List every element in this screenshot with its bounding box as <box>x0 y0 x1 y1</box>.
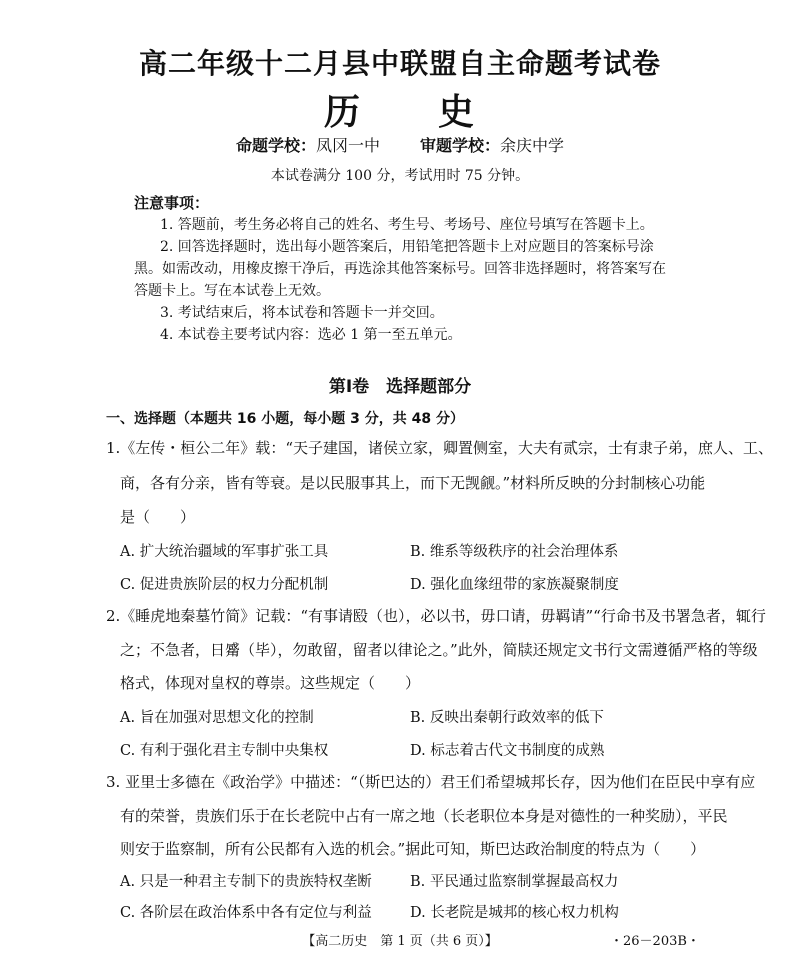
question-3-line: 有的荣誉，贵族们乐于在长老院中占有一席之地（长老职位本身是对德性的一种奖励），平民 <box>120 807 728 825</box>
question-2-line: 2.《睡虎地秦墓竹简》记载：“有事请殹（也），必以书，毋口请，毋羁请”“行命书及书署急者，辄行 <box>106 607 766 625</box>
question-2-line: 之；不急者，日觱（毕），勿敢留，留者以律论之。”此外，简牍还规定文书行文需遵循严格的等级 <box>120 641 758 659</box>
notice-line: 4. 本试卷主要考试内容：选必 1 第一至五单元。 <box>160 327 462 343</box>
notice-line: 2. 回答选择题时，选出每小题答案后，用铅笔把答题卡上对应题目的答案标号涂 <box>160 239 654 255</box>
section-heading: 一、选择题（本题共 16 小题，每小题 3 分，共 48 分） <box>106 411 464 427</box>
question-2-option-b[interactable]: B. 反映出秦朝行政效率的低下 <box>410 710 604 726</box>
reviewer-label: 审题学校： <box>420 136 501 155</box>
paper-code: ・26－203B・ <box>610 934 700 949</box>
question-2-option-d[interactable]: D. 标志着古代文书制度的成熟 <box>410 743 605 759</box>
reviewer-value: 余庆中学 <box>500 136 565 155</box>
question-3-option-a[interactable]: A. 只是一种君主专制下的贵族特权垄断 <box>120 874 372 890</box>
notice-line: 3. 考试结束后，将本试卷和答题卡一并交回。 <box>160 305 444 321</box>
notice-line: 1. 答题前，考生务必将自己的姓名、考生号、考场号、座位号填写在答题卡上。 <box>160 217 654 233</box>
notice-line: 黑。如需改动，用橡皮擦干净后，再选涂其他答案标号。回答非选择题时，将答案写在 <box>134 261 666 277</box>
part-title: 第Ⅰ卷 选择题部分 <box>328 377 472 397</box>
question-3-option-c[interactable]: C. 各阶层在政治体系中各有定位与利益 <box>120 905 372 921</box>
question-1-option-c[interactable]: C. 促进贵族阶层的权力分配机制 <box>120 577 329 593</box>
notice-line: 答题卡上。写在本试卷上无效。 <box>134 283 330 299</box>
page-footer: 【高二历史 第 1 页（共 6 页）】 <box>302 934 498 949</box>
question-3-line: 则安于监察制，所有公民都有入选的机会。”据此可知，斯巴达政治制度的特点为（ ） <box>120 840 706 858</box>
proposer-value: 凤冈一中 <box>315 136 380 155</box>
question-2-option-c[interactable]: C. 有利于强化君主专制中央集权 <box>120 743 329 759</box>
school-info <box>0 133 800 156</box>
question-1-line: 是（ ） <box>120 508 196 526</box>
question-3-option-d[interactable]: D. 长老院是城邦的核心权力机构 <box>410 905 619 921</box>
question-2-option-a[interactable]: A. 旨在加强对思想文化的控制 <box>120 710 314 726</box>
subject-title: 历 史 <box>323 92 476 133</box>
exam-title: 高二年级十二月县中联盟自主命题考试卷 <box>138 47 661 80</box>
score-info: 本试卷满分 100 分，考试用时 75 分钟。 <box>270 168 530 184</box>
question-1-option-b[interactable]: B. 维系等级秩序的社会治理体系 <box>410 544 619 560</box>
proposer-label: 命题学校： <box>235 136 316 155</box>
notice-heading: 注意事项： <box>134 194 210 212</box>
question-3-line: 3. 亚里士多德在《政治学》中描述：“（斯巴达的）君王们希望城邦长存，因为他们在臣民中享有应 <box>106 773 756 791</box>
question-3-option-b[interactable]: B. 平民通过监察制掌握最高权力 <box>410 874 619 890</box>
question-1-line: 1.《左传・桓公二年》载：“天子建国，诸侯立家，卿置侧室，大夫有贰宗，士有隶子弟，庶人、工、 <box>106 439 773 457</box>
question-2-line: 格式，体现对皇权的尊崇。这些规定（ ） <box>120 674 421 692</box>
question-1-option-d[interactable]: D. 强化血缘纽带的家族凝聚制度 <box>410 577 619 593</box>
question-1-line: 商，各有分亲，皆有等衰。是以民服事其上，而下无觊觎。”材料所反映的分封制核心功能 <box>120 474 706 492</box>
question-1-option-a[interactable]: A. 扩大统治疆域的军事扩张工具 <box>120 544 329 560</box>
